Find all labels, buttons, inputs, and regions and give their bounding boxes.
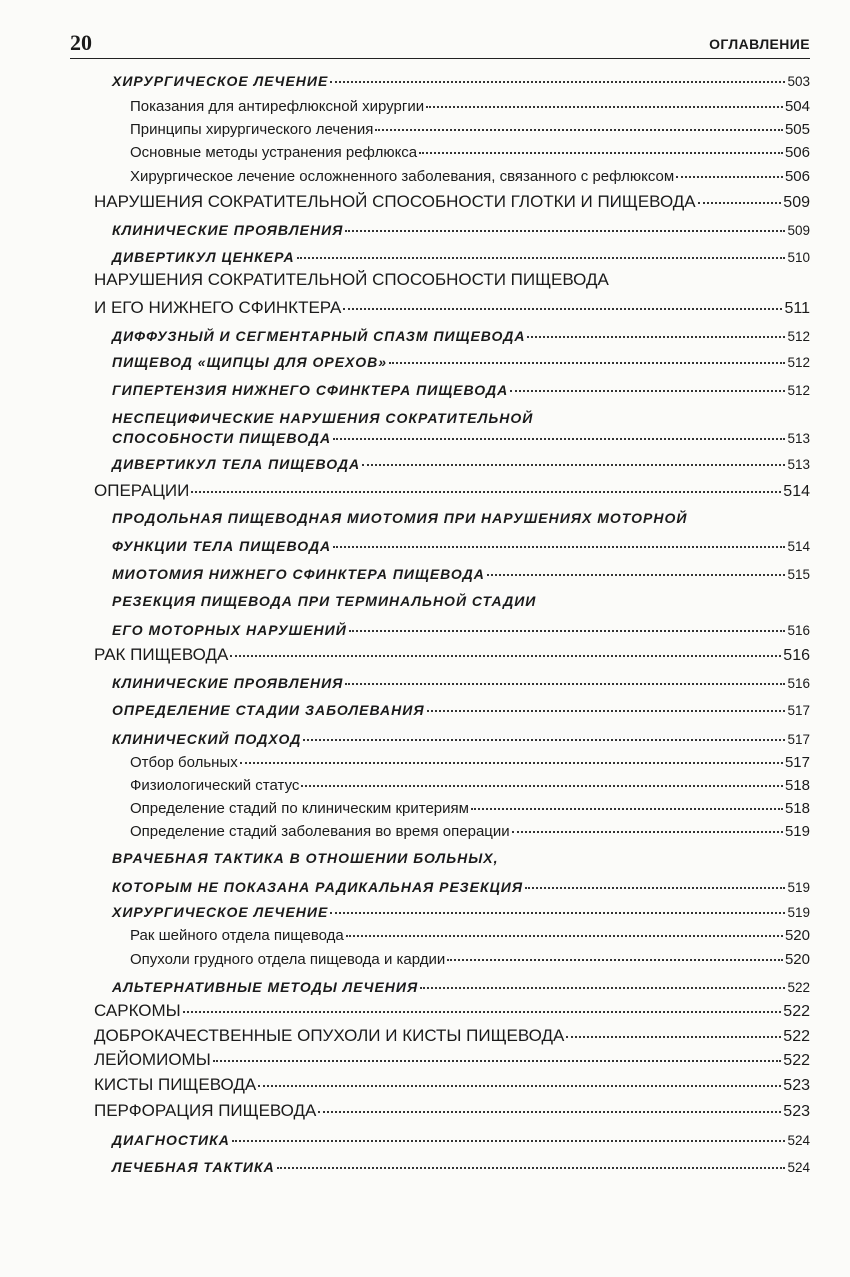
toc-entry	[94, 1101, 810, 1121]
toc-entry-title: НАРУШЕНИЯ СОКРАТИТЕЛЬНОЙ СПОСОБНОСТИ ГЛОТКИ И ПИЩЕВОДА	[94, 192, 696, 211]
toc-entry	[112, 1132, 810, 1148]
dot-leader	[566, 1035, 781, 1038]
toc-entry-title: ХИРУРГИЧЕСКОЕ ЛЕЧЕНИЕ	[112, 73, 329, 89]
toc-entry	[112, 456, 810, 472]
dot-leader	[676, 175, 783, 178]
dot-leader	[419, 151, 783, 154]
toc-entry-title: ДИФФУЗНЫЙ И СЕГМЕНТАРНЫЙ СПАЗМ ПИЩЕВОДА	[112, 328, 526, 344]
dot-leader	[232, 1139, 786, 1142]
toc-entry-title: Хирургическое лечение осложненного заболевания, связанного с рефлюксом	[130, 168, 675, 185]
toc-entry-page: 510	[787, 250, 810, 265]
toc-entry-title: ФУНКЦИИ ТЕЛА ПИЩЕВОДА	[112, 538, 332, 554]
toc-entry-title: Рак шейного отдела пищевода	[130, 927, 344, 944]
toc-entry-page: 511	[784, 300, 810, 317]
toc-entry-page: 523	[783, 1103, 810, 1120]
toc-entry	[112, 879, 810, 895]
toc-entry-page: 503	[787, 74, 810, 89]
toc-entry	[130, 121, 810, 138]
toc-entry	[112, 622, 810, 638]
toc-entry	[94, 192, 810, 212]
toc-entry-title: КЛИНИЧЕСКИЙ ПОДХОД	[112, 731, 302, 747]
toc-entry	[112, 538, 810, 554]
toc-entry-page: 517	[787, 703, 810, 718]
toc-entry-page: 506	[784, 168, 810, 185]
toc-entry	[130, 927, 810, 944]
dot-leader	[333, 545, 785, 548]
toc-entry-title: Принципы хирургического лечения	[130, 121, 374, 138]
toc-entry	[112, 328, 810, 344]
dot-leader	[389, 361, 785, 364]
dot-leader	[362, 463, 785, 466]
toc-entry-page: 516	[783, 647, 810, 664]
toc-entry-title: Физиологический статус	[130, 777, 300, 794]
toc-entry-title: ЕГО МОТОРНЫХ НАРУШЕНИЙ	[112, 622, 347, 638]
toc-entry	[94, 481, 810, 501]
toc-entry-title: ПИЩЕВОД «ЩИПЦЫ ДЛЯ ОРЕХОВ»	[112, 354, 387, 370]
toc-entry	[94, 1050, 810, 1070]
toc-entry	[94, 298, 810, 318]
toc-entry-title: РАК ПИЩЕВОДА	[94, 645, 229, 664]
toc-entry	[112, 566, 810, 582]
toc-entry-title: КЛИНИЧЕСКИЕ ПРОЯВЛЕНИЯ	[112, 222, 344, 238]
dot-leader	[343, 307, 782, 310]
toc-entry	[112, 1159, 810, 1175]
running-head: ОГЛАВЛЕНИЕ	[709, 36, 810, 52]
toc-entry-title: САРКОМЫ	[94, 1001, 181, 1020]
toc-entry	[94, 1075, 810, 1095]
toc-entry	[112, 430, 810, 446]
dot-leader	[487, 573, 786, 576]
toc-entry	[112, 222, 810, 238]
dot-leader	[230, 654, 781, 657]
dot-leader	[427, 709, 786, 712]
toc-entry-page: 524	[787, 1133, 810, 1148]
toc-entry-title: Опухоли грудного отдела пищевода и кардии	[130, 951, 446, 968]
toc-entry	[130, 144, 810, 161]
toc-entry	[94, 1001, 810, 1021]
toc-entry-title: ХИРУРГИЧЕСКОЕ ЛЕЧЕНИЕ	[112, 904, 329, 920]
toc-entry	[94, 1026, 810, 1046]
toc-entry-page: 514	[787, 539, 810, 554]
dot-leader	[240, 761, 783, 764]
toc-entry-title: Определение стадий заболевания во время операции	[130, 823, 510, 840]
toc-entry	[112, 382, 810, 398]
dot-leader	[345, 682, 785, 685]
toc-entry-title: ПЕРФОРАЦИЯ ПИЩЕВОДА	[94, 1101, 317, 1120]
toc-entry-page: 520	[784, 951, 810, 968]
toc-entry	[112, 904, 810, 920]
toc-entry-title: ОПРЕДЕЛЕНИЕ СТАДИИ ЗАБОЛЕВАНИЯ	[112, 702, 425, 718]
toc-entry-page: 522	[783, 1028, 810, 1045]
dot-leader	[512, 830, 783, 833]
dot-leader	[525, 886, 785, 889]
toc-entry-page: 522	[783, 1052, 810, 1069]
toc-entry-page: 512	[787, 329, 810, 344]
toc-entry-page: 523	[783, 1077, 810, 1094]
toc-entry-page: 519	[784, 823, 810, 840]
dot-leader	[471, 807, 783, 810]
toc-entry	[112, 249, 810, 265]
toc-entry-page: 517	[784, 754, 810, 771]
toc-entry	[130, 823, 810, 840]
toc-entry-title: ДИВЕРТИКУЛ ЦЕНКЕРА	[112, 249, 295, 265]
toc-entry	[112, 702, 810, 718]
toc-entry-title: НАРУШЕНИЯ СОКРАТИТЕЛЬНОЙ СПОСОБНОСТИ ПИЩЕВОДА	[94, 270, 609, 289]
dot-leader	[330, 80, 785, 83]
toc-entry-page: 515	[787, 567, 810, 582]
toc-entry	[112, 731, 810, 747]
dot-leader	[349, 629, 786, 632]
toc-entry-title: ДИВЕРТИКУЛ ТЕЛА ПИЩЕВОДА	[112, 456, 361, 472]
toc-entry	[112, 979, 810, 995]
dot-leader	[698, 201, 782, 204]
toc-entry-page: 524	[787, 1160, 810, 1175]
toc-entry-page: 509	[783, 194, 810, 211]
toc-entry-title: ДОБРОКАЧЕСТВЕННЫЕ ОПУХОЛИ И КИСТЫ ПИЩЕВОДА	[94, 1026, 565, 1045]
page-number: 20	[70, 30, 92, 55]
toc-entry-page: 509	[787, 223, 810, 238]
toc-entry-title: ГИПЕРТЕНЗИЯ НИЖНЕГО СФИНКТЕРА ПИЩЕВОДА	[112, 382, 509, 398]
toc-entry-title: РЕЗЕКЦИЯ ПИЩЕВОДА ПРИ ТЕРМИНАЛЬНОЙ СТАДИИ	[112, 593, 537, 609]
toc-entry-page: 516	[787, 623, 810, 638]
toc-entry-page: 519	[787, 880, 810, 895]
toc-entry-page: 516	[787, 676, 810, 691]
toc-entry-title: ВРАЧЕБНАЯ ТАКТИКА В ОТНОШЕНИИ БОЛЬНЫХ,	[112, 850, 499, 866]
toc-entry	[112, 354, 810, 370]
toc-entry-title: Показания для антирефлюксной хирургии	[130, 98, 425, 115]
toc-entry-page: 506	[784, 144, 810, 161]
toc-entry-title: АЛЬТЕРНАТИВНЫЕ МЕТОДЫ ЛЕЧЕНИЯ	[112, 979, 419, 995]
toc-entry-title: И ЕГО НИЖНЕГО СФИНКТЕРА	[94, 298, 342, 317]
dot-leader	[330, 911, 785, 914]
toc-entry-page: 522	[787, 980, 810, 995]
toc-entry-title: МИОТОМИЯ НИЖНЕГО СФИНКТЕРА ПИЩЕВОДА	[112, 566, 485, 582]
dot-leader	[258, 1084, 781, 1087]
dot-leader	[426, 105, 783, 108]
toc-entry-title: НЕСПЕЦИФИЧЕСКИЕ НАРУШЕНИЯ СОКРАТИТЕЛЬНОЙ	[112, 410, 534, 426]
dot-leader	[183, 1010, 782, 1013]
toc-entry	[130, 800, 810, 817]
toc-entry-page: 504	[784, 98, 810, 115]
toc-entry	[112, 675, 810, 691]
toc-entry-title: Определение стадий по клиническим критериям	[130, 800, 469, 817]
dot-leader	[346, 934, 783, 937]
dot-leader	[510, 389, 785, 392]
toc-entry-page: 517	[787, 732, 810, 747]
dot-leader	[375, 128, 783, 131]
dot-leader	[213, 1059, 782, 1062]
toc-entry-title: ДИАГНОСТИКА	[112, 1132, 230, 1148]
toc-entry-page: 519	[787, 905, 810, 920]
toc-entry	[130, 777, 810, 794]
toc-entry-title: ОПЕРАЦИИ	[94, 481, 190, 500]
toc-entry-page: 518	[784, 800, 810, 817]
dot-leader	[345, 229, 785, 232]
dot-leader	[191, 490, 781, 493]
toc-entry	[130, 951, 810, 968]
toc-entry	[94, 645, 810, 665]
toc-entry-page: 518	[784, 777, 810, 794]
dot-leader	[277, 1166, 786, 1169]
dot-leader	[527, 335, 785, 338]
dot-leader	[303, 738, 785, 741]
dot-leader	[333, 437, 785, 440]
toc-entry	[112, 73, 810, 89]
toc-entry-title: Отбор больных	[130, 754, 238, 771]
toc-entry-title: КОТОРЫМ НЕ ПОКАЗАНА РАДИКАЛЬНАЯ РЕЗЕКЦИЯ	[112, 879, 524, 895]
dot-leader	[420, 986, 785, 989]
toc-entry-page: 513	[787, 457, 810, 472]
toc-entry-page: 512	[787, 383, 810, 398]
toc-entry-title: ПРОДОЛЬНАЯ ПИЩЕВОДНАЯ МИОТОМИЯ ПРИ НАРУШЕНИЯХ МОТОРНОЙ	[112, 510, 688, 526]
toc-entry	[130, 754, 810, 771]
toc-entry-page: 514	[783, 483, 810, 500]
toc-entry-title: Основные методы устранения рефлюкса	[130, 144, 418, 161]
dot-leader	[301, 784, 783, 787]
toc-entry-page: 513	[787, 431, 810, 446]
dot-leader	[297, 256, 786, 259]
toc-entry-title: КЛИНИЧЕСКИЕ ПРОЯВЛЕНИЯ	[112, 675, 344, 691]
toc-entry-title: КИСТЫ ПИЩЕВОДА	[94, 1075, 257, 1094]
toc-entry-title: ЛЕЙОМИОМЫ	[94, 1050, 211, 1069]
toc-entry	[130, 98, 810, 115]
toc-entry-title: СПОСОБНОСТИ ПИЩЕВОДА	[112, 430, 332, 446]
dot-leader	[318, 1110, 781, 1113]
toc-entry-title: ЛЕЧЕБНАЯ ТАКТИКА	[112, 1159, 275, 1175]
toc-entry-page: 505	[784, 121, 810, 138]
toc-entry-page: 512	[787, 355, 810, 370]
dot-leader	[447, 958, 783, 961]
toc-entry-page: 522	[783, 1003, 810, 1020]
toc-entry-page: 520	[784, 927, 810, 944]
toc-entry	[130, 168, 810, 185]
